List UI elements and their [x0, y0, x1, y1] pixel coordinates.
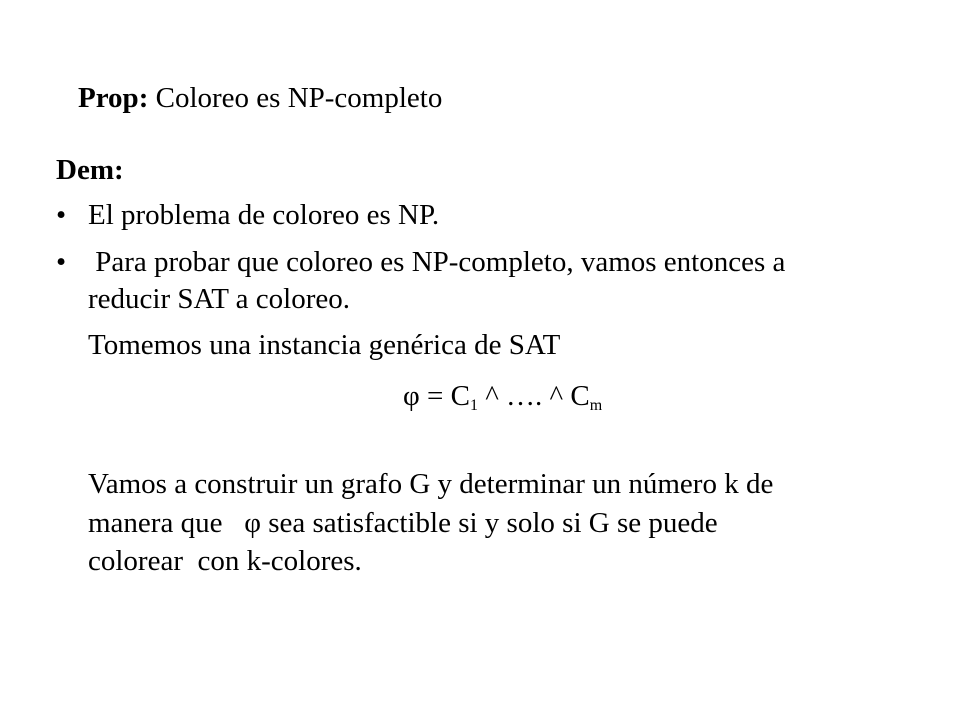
construction-line-3: colorear con k-colores.: [88, 545, 362, 577]
formula-eq: = C: [419, 380, 470, 412]
subscript-m: m: [589, 397, 603, 414]
bullet-2-line-1: Para probar que coloreo es NP-completo, vamos entonces a: [88, 246, 786, 278]
proof-label: Dem:: [56, 154, 124, 186]
construction-line-1: Vamos a construir un grafo G y determinar un número k de: [88, 468, 774, 500]
prop-text: Coloreo es NP-completo: [155, 82, 443, 114]
bullet-marker: •: [56, 199, 67, 231]
bullet-2-line-2: reducir SAT a coloreo.: [88, 283, 350, 315]
subscript-1: 1: [469, 397, 478, 414]
formula-mid: ^ …. ^ C: [477, 380, 590, 412]
phi-symbol: φ: [403, 380, 420, 412]
prop-label: Prop:: [78, 82, 149, 114]
formula: [403, 378, 602, 414]
bullet-1-text: El problema de coloreo es NP.: [88, 199, 440, 231]
construction-line-2: manera que φ sea satisfactible si y solo si G se puede: [88, 507, 718, 539]
instance-text: Tomemos una instancia genérica de SAT: [88, 329, 561, 361]
bullet-marker: •: [56, 246, 67, 278]
slide-title: [78, 80, 442, 116]
